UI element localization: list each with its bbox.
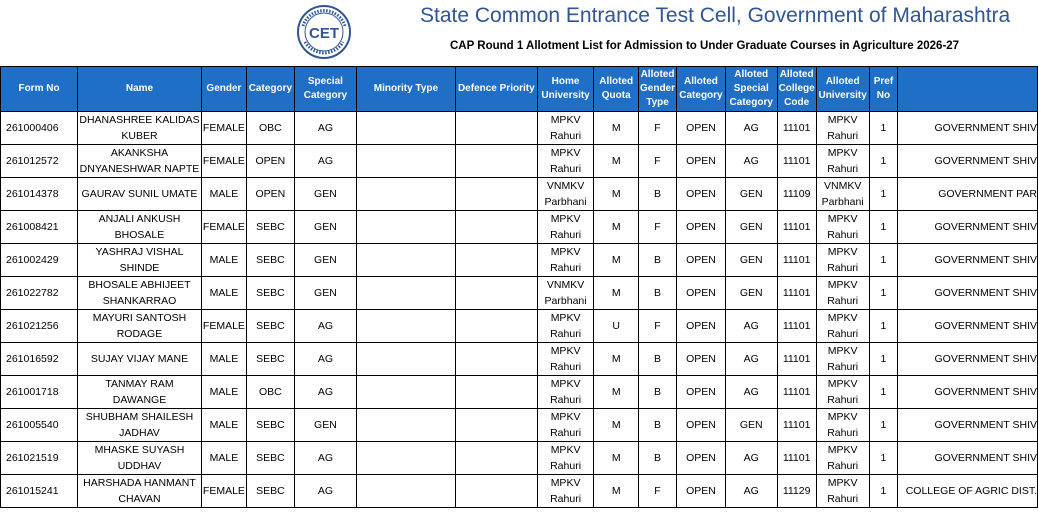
minority-type-cell [356, 475, 455, 508]
category-cell: SEBC [246, 244, 294, 277]
alloted-gender-type-cell: F [639, 475, 677, 508]
table-row [1, 376, 1038, 409]
gender-cell: MALE [201, 244, 246, 277]
alloted-quota-cell: M [594, 145, 639, 178]
pref-no-cell: 1 [869, 310, 898, 343]
alloted-category-cell: OPEN [677, 376, 726, 409]
category-cell: OPEN [246, 178, 294, 211]
category-cell: SEBC [246, 277, 294, 310]
home-university-cell: MPKV Rahuri [537, 145, 594, 178]
alloted-gender-type-cell: F [639, 211, 677, 244]
alloted-college-code-cell: 11101 [777, 409, 816, 442]
special-category-cell: GEN [294, 277, 356, 310]
form-no-cell: 261001718 [1, 376, 78, 409]
home-university-cell: MPKV Rahuri [537, 343, 594, 376]
column-header: Alloted Gender Type [639, 67, 677, 112]
institute-cell: GOVERNMENT SHIV [898, 409, 1038, 442]
table-row [1, 244, 1038, 277]
form-no-cell: 261005540 [1, 409, 78, 442]
column-header: Form No [1, 67, 78, 112]
alloted-category-cell: OPEN [677, 310, 726, 343]
alloted-special-category-cell: AG [725, 310, 777, 343]
alloted-special-category-cell: AG [725, 145, 777, 178]
alloted-quota-cell: M [594, 112, 639, 145]
category-cell: SEBC [246, 211, 294, 244]
alloted-special-category-cell: AG [725, 343, 777, 376]
institute-cell: GOVERNMENT PAR [898, 178, 1038, 211]
table-body [1, 112, 1038, 508]
special-category-cell: GEN [294, 409, 356, 442]
gender-cell: MALE [201, 178, 246, 211]
alloted-college-code-cell: 11101 [777, 310, 816, 343]
alloted-gender-type-cell: B [639, 277, 677, 310]
defence-priority-cell [455, 211, 537, 244]
alloted-university-cell: MPKV Rahuri [816, 343, 869, 376]
category-cell: OBC [246, 376, 294, 409]
pref-no-cell: 1 [869, 376, 898, 409]
alloted-category-cell: OPEN [677, 442, 726, 475]
alloted-quota-cell: M [594, 409, 639, 442]
institute-cell: GOVERNMENT SHIV [898, 145, 1038, 178]
minority-type-cell [356, 211, 455, 244]
minority-type-cell [356, 178, 455, 211]
institute-cell: GOVERNMENT SHIV [898, 211, 1038, 244]
alloted-college-code-cell: 11101 [777, 277, 816, 310]
alloted-gender-type-cell: B [639, 376, 677, 409]
alloted-gender-type-cell: F [639, 310, 677, 343]
form-no-cell: 261021256 [1, 310, 78, 343]
minority-type-cell [356, 343, 455, 376]
column-header: Home University [537, 67, 594, 112]
name-cell: ANJALI ANKUSH BHOSALE [78, 211, 202, 244]
institute-cell: GOVERNMENT SHIV [898, 112, 1038, 145]
institute-cell: COLLEGE OF AGRIC DIST. [898, 475, 1038, 508]
alloted-university-cell: MPKV Rahuri [816, 145, 869, 178]
category-cell: SEBC [246, 409, 294, 442]
form-no-cell: 261022782 [1, 277, 78, 310]
alloted-university-cell: MPKV Rahuri [816, 310, 869, 343]
alloted-university-cell: VNMKV Parbhani [816, 178, 869, 211]
institute-cell: GOVERNMENT SHIV [898, 376, 1038, 409]
alloted-gender-type-cell: B [639, 343, 677, 376]
alloted-college-code-cell: 11101 [777, 211, 816, 244]
special-category-cell: GEN [294, 244, 356, 277]
category-cell: OPEN [246, 145, 294, 178]
column-header: Alloted College Code [777, 67, 816, 112]
table-row [1, 442, 1038, 475]
name-cell: BHOSALE ABHIJEET SHANKARRAO [78, 277, 202, 310]
alloted-special-category-cell: AG [725, 112, 777, 145]
special-category-cell: AG [294, 376, 356, 409]
table-row [1, 310, 1038, 343]
column-header: Special Category [294, 67, 356, 112]
column-header: Gender [201, 67, 246, 112]
form-no-cell: 261016592 [1, 343, 78, 376]
gender-cell: MALE [201, 277, 246, 310]
pref-no-cell: 1 [869, 343, 898, 376]
special-category-cell: GEN [294, 211, 356, 244]
alloted-college-code-cell: 11101 [777, 343, 816, 376]
form-no-cell: 261014378 [1, 178, 78, 211]
alloted-university-cell: MPKV Rahuri [816, 244, 869, 277]
column-header: Alloted University [816, 67, 869, 112]
name-cell: AKANKSHA DNYANESHWAR NAPTE [78, 145, 202, 178]
alloted-university-cell: MPKV Rahuri [816, 376, 869, 409]
column-header [898, 67, 1038, 112]
minority-type-cell [356, 145, 455, 178]
alloted-special-category-cell: GEN [725, 277, 777, 310]
category-cell: SEBC [246, 475, 294, 508]
alloted-category-cell: OPEN [677, 277, 726, 310]
alloted-gender-type-cell: B [639, 244, 677, 277]
category-cell: SEBC [246, 343, 294, 376]
table-header-row [1, 67, 1038, 112]
name-cell: GAURAV SUNIL UMATE [78, 178, 202, 211]
defence-priority-cell [455, 409, 537, 442]
alloted-special-category-cell: AG [725, 376, 777, 409]
pref-no-cell: 1 [869, 211, 898, 244]
table-row [1, 277, 1038, 310]
institute-cell: GOVERNMENT SHIV [898, 244, 1038, 277]
alloted-gender-type-cell: B [639, 409, 677, 442]
name-cell: HARSHADA HANMANT CHAVAN [78, 475, 202, 508]
column-header: Pref No [869, 67, 898, 112]
defence-priority-cell [455, 112, 537, 145]
alloted-college-code-cell: 11101 [777, 145, 816, 178]
form-no-cell: 261008421 [1, 211, 78, 244]
alloted-university-cell: MPKV Rahuri [816, 211, 869, 244]
institute-cell: GOVERNMENT SHIV [898, 343, 1038, 376]
alloted-quota-cell: M [594, 442, 639, 475]
form-no-cell: 261021519 [1, 442, 78, 475]
defence-priority-cell [455, 145, 537, 178]
alloted-quota-cell: M [594, 475, 639, 508]
form-no-cell: 261002429 [1, 244, 78, 277]
home-university-cell: MPKV Rahuri [537, 442, 594, 475]
defence-priority-cell [455, 244, 537, 277]
alloted-university-cell: MPKV Rahuri [816, 277, 869, 310]
column-header: Category [246, 67, 294, 112]
alloted-special-category-cell: AG [725, 475, 777, 508]
alloted-category-cell: OPEN [677, 211, 726, 244]
home-university-cell: MPKV Rahuri [537, 376, 594, 409]
special-category-cell: AG [294, 343, 356, 376]
category-cell: SEBC [246, 442, 294, 475]
column-header: Alloted Quota [594, 67, 639, 112]
minority-type-cell [356, 112, 455, 145]
minority-type-cell [356, 442, 455, 475]
alloted-special-category-cell: GEN [725, 244, 777, 277]
minority-type-cell [356, 376, 455, 409]
column-header: Alloted Category [677, 67, 726, 112]
alloted-college-code-cell: 11101 [777, 442, 816, 475]
defence-priority-cell [455, 178, 537, 211]
home-university-cell: MPKV Rahuri [537, 211, 594, 244]
page-title: State Common Entrance Test Cell, Government of Maharashtra [420, 4, 1011, 27]
name-cell: YASHRAJ VISHAL SHINDE [78, 244, 202, 277]
alloted-category-cell: OPEN [677, 475, 726, 508]
alloted-university-cell: MPKV Rahuri [816, 112, 869, 145]
pref-no-cell: 1 [869, 112, 898, 145]
gender-cell: MALE [201, 343, 246, 376]
table-row [1, 145, 1038, 178]
alloted-quota-cell: U [594, 310, 639, 343]
gender-cell: MALE [201, 376, 246, 409]
defence-priority-cell [455, 310, 537, 343]
alloted-gender-type-cell: F [639, 145, 677, 178]
institute-cell: GOVERNMENT SHIV [898, 310, 1038, 343]
gender-cell: FEMALE [201, 211, 246, 244]
alloted-gender-type-cell: B [639, 442, 677, 475]
pref-no-cell: 1 [869, 178, 898, 211]
alloted-category-cell: OPEN [677, 409, 726, 442]
category-cell: SEBC [246, 310, 294, 343]
table-row [1, 409, 1038, 442]
defence-priority-cell [455, 277, 537, 310]
special-category-cell: AG [294, 112, 356, 145]
form-no-cell: 261000406 [1, 112, 78, 145]
column-header: Name [78, 67, 202, 112]
alloted-special-category-cell: AG [725, 442, 777, 475]
institute-cell: GOVERNMENT SHIV [898, 442, 1038, 475]
gender-cell: FEMALE [201, 145, 246, 178]
special-category-cell: AG [294, 145, 356, 178]
page-subtitle: CAP Round 1 Allotment List for Admission to Under Graduate Courses in Agriculture 2026-27 [450, 40, 960, 52]
table-row [1, 211, 1038, 244]
pref-no-cell: 1 [869, 145, 898, 178]
alloted-quota-cell: M [594, 211, 639, 244]
name-cell: SHUBHAM SHAILESH JADHAV [78, 409, 202, 442]
alloted-gender-type-cell: F [639, 112, 677, 145]
cet-logo [292, 4, 356, 60]
gender-cell: FEMALE [201, 310, 246, 343]
defence-priority-cell [455, 442, 537, 475]
name-cell: TANMAY RAM DAWANGE [78, 376, 202, 409]
gender-cell: FEMALE [201, 475, 246, 508]
alloted-university-cell: MPKV Rahuri [816, 442, 869, 475]
pref-no-cell: 1 [869, 244, 898, 277]
alloted-quota-cell: M [594, 376, 639, 409]
pref-no-cell: 1 [869, 409, 898, 442]
gender-cell: FEMALE [201, 112, 246, 145]
alloted-college-code-cell: 11109 [777, 178, 816, 211]
alloted-quota-cell: M [594, 343, 639, 376]
alloted-college-code-cell: 11101 [777, 112, 816, 145]
name-cell: MAYURI SANTOSH RODAGE [78, 310, 202, 343]
pref-no-cell: 1 [869, 475, 898, 508]
alloted-quota-cell: M [594, 244, 639, 277]
defence-priority-cell [455, 376, 537, 409]
alloted-category-cell: OPEN [677, 112, 726, 145]
minority-type-cell [356, 409, 455, 442]
special-category-cell: AG [294, 475, 356, 508]
table-row [1, 475, 1038, 508]
alloted-university-cell: MPKV Rahuri [816, 409, 869, 442]
defence-priority-cell [455, 343, 537, 376]
gender-cell: MALE [201, 442, 246, 475]
defence-priority-cell [455, 475, 537, 508]
gender-cell: MALE [201, 409, 246, 442]
allotment-table [0, 66, 1038, 508]
alloted-category-cell: OPEN [677, 178, 726, 211]
pref-no-cell: 1 [869, 442, 898, 475]
alloted-special-category-cell: GEN [725, 409, 777, 442]
alloted-category-cell: OPEN [677, 244, 726, 277]
pref-no-cell: 1 [869, 277, 898, 310]
category-cell: OBC [246, 112, 294, 145]
minority-type-cell [356, 310, 455, 343]
home-university-cell: MPKV Rahuri [537, 310, 594, 343]
special-category-cell: GEN [294, 178, 356, 211]
alloted-special-category-cell: GEN [725, 178, 777, 211]
form-no-cell: 261012572 [1, 145, 78, 178]
home-university-cell: MPKV Rahuri [537, 409, 594, 442]
alloted-university-cell: MPKV Rahuri [816, 475, 869, 508]
home-university-cell: VNMKV Parbhani [537, 178, 594, 211]
table-row [1, 178, 1038, 211]
alloted-college-code-cell: 11101 [777, 244, 816, 277]
institute-cell: GOVERNMENT SHIV [898, 277, 1038, 310]
special-category-cell: AG [294, 310, 356, 343]
alloted-category-cell: OPEN [677, 145, 726, 178]
home-university-cell: VNMKV Parbhani [537, 277, 594, 310]
alloted-quota-cell: M [594, 277, 639, 310]
alloted-quota-cell: M [594, 178, 639, 211]
home-university-cell: MPKV Rahuri [537, 244, 594, 277]
home-university-cell: MPKV Rahuri [537, 112, 594, 145]
name-cell: DHANASHREE KALIDAS KUBER [78, 112, 202, 145]
svg-text:CET: CET [309, 25, 339, 42]
name-cell: SUJAY VIJAY MANE [78, 343, 202, 376]
column-header: Minority Type [356, 67, 455, 112]
alloted-gender-type-cell: B [639, 178, 677, 211]
name-cell: MHASKE SUYASH UDDHAV [78, 442, 202, 475]
column-header: Alloted Special Category [725, 67, 777, 112]
form-no-cell: 261015241 [1, 475, 78, 508]
alloted-category-cell: OPEN [677, 343, 726, 376]
minority-type-cell [356, 277, 455, 310]
alloted-college-code-cell: 11101 [777, 376, 816, 409]
special-category-cell: AG [294, 442, 356, 475]
table-row [1, 112, 1038, 145]
column-header: Defence Priority [455, 67, 537, 112]
alloted-college-code-cell: 11129 [777, 475, 816, 508]
minority-type-cell [356, 244, 455, 277]
alloted-special-category-cell: GEN [725, 211, 777, 244]
table-row [1, 343, 1038, 376]
home-university-cell: MPKV Rahuri [537, 475, 594, 508]
